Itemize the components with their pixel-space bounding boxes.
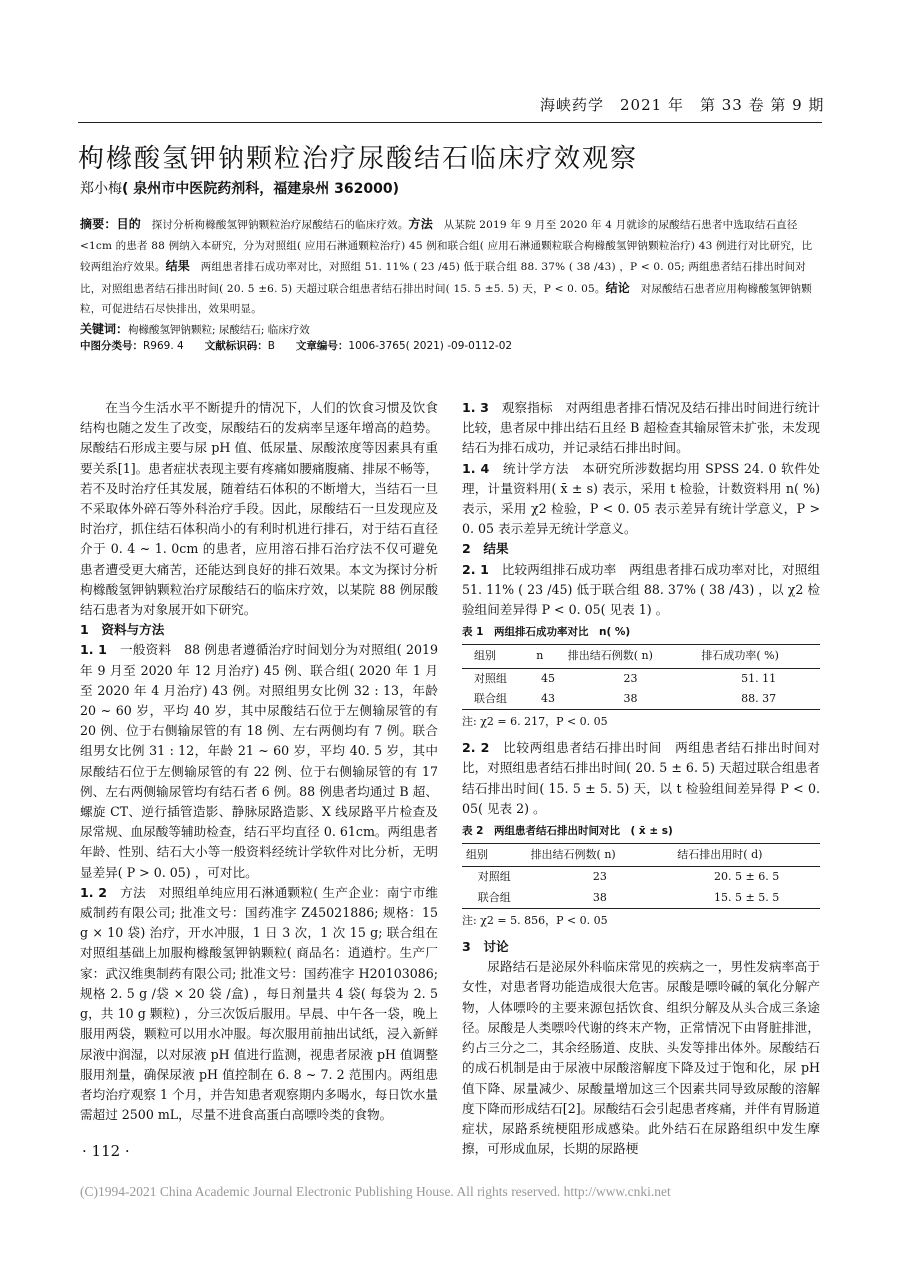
table-2-note: 注: χ2 = 5. 856，P < 0. 05 bbox=[462, 913, 608, 927]
table-row bbox=[462, 888, 820, 909]
table-cell: 51. 11 bbox=[741, 671, 777, 685]
table-row bbox=[462, 689, 820, 710]
table-row bbox=[462, 867, 820, 888]
table-header-cell: 排石成功率( %) bbox=[697, 645, 820, 668]
doc-code-label: 文献标识码： bbox=[204, 340, 268, 352]
table-cell: 对照组 bbox=[474, 671, 507, 685]
conclusion-label: 结论 bbox=[605, 280, 630, 295]
keywords-label: 关键词： bbox=[80, 322, 129, 336]
section-2-1 bbox=[462, 560, 820, 621]
article-title: 枸橼酸氢钾钠颗粒治疗尿酸结石临床疗效观察 bbox=[78, 144, 639, 174]
table-cell: 88. 37 bbox=[697, 689, 820, 710]
table-cell: 38 bbox=[527, 888, 674, 909]
table-header-cell: 组别 bbox=[462, 844, 527, 867]
section-1-1-title: 一般资料 bbox=[120, 642, 172, 658]
table-header-cell: 组别 bbox=[462, 645, 532, 668]
doc-code-value: B bbox=[267, 340, 275, 352]
table-header-cell: 排出结石例数( n) bbox=[564, 645, 698, 668]
section-2-1-label: 2. 1 bbox=[462, 561, 489, 577]
section-1-1 bbox=[80, 640, 438, 882]
section-1-2 bbox=[80, 883, 438, 1125]
result-label: 结果 bbox=[165, 259, 191, 273]
section-1-1-label: 1. 1 bbox=[80, 642, 107, 658]
table-cell: 38 bbox=[564, 689, 698, 710]
section-2-heading: 2 结果 bbox=[462, 541, 509, 557]
discussion-paragraph: 尿路结石是泌尿外科临床常见的疾病之一，男性发病率高于女性，对患者肾功能造成很大危害。尿酸是嘌呤碱的氧化分解产物，人体嘌呤的主要来源包括饮食、组织分解及从头合成三条途径。尿酸是人类嘌呤代谢的终末产物，正常情况下由肾脏排泄，约占三分之二，其余经肠道、皮肤、头发等排出体外。尿酸结石的成石机制是由于尿液中尿酸溶解度下降及过于饱和化，尿 pH 值下降、尿量减少、尿酸量增加这三个因素共同导致尿酸的溶解度下降而形成结石[2]。尿酸结石会引起患者疼痛，并伴有胃肠道症状，尿路系统梗阻形成感染。此外结石在尿路组织中发生摩擦，可形成血尿，长期的尿路梗 bbox=[462, 959, 820, 1157]
copyright-footer: (C)1994-2021 China Academic Journal Electronic Publishing House. All rights reserved. http://www.cnki.net bbox=[80, 1184, 671, 1199]
author-line bbox=[80, 178, 399, 198]
table-cell: 对照组 bbox=[477, 870, 511, 884]
article-no-label: 文章编号： bbox=[295, 340, 349, 352]
table-1-title: 两组排石成功率对比 n( %) bbox=[493, 626, 631, 639]
section-1-2-title: 方法 bbox=[120, 884, 146, 900]
classification-line bbox=[80, 338, 822, 353]
author-affiliation: ( 泉州市中医院药剂科，福建泉州 362000) bbox=[122, 181, 399, 197]
section-1-3-label: 1. 3 bbox=[462, 400, 489, 415]
table-header-row bbox=[462, 645, 820, 668]
section-2-2-text: 两组患者结石排出时间对比，对照组患者结石排出时间( 20. 5 ± 6. 5) 天超过联合组患者结石排出时间( 15. 5 ± 5. 5) 天，以 t 检验组间差异得 P < 0. 05( 见表 2) 。 bbox=[462, 740, 820, 816]
section-2-2 bbox=[462, 738, 820, 819]
table-cell: 联合组 bbox=[462, 689, 532, 710]
section-1-4-label: 1. 4 bbox=[462, 460, 490, 476]
method-label: 方法 bbox=[408, 217, 433, 231]
keywords bbox=[80, 320, 822, 337]
table-cell: 20. 5 ± 6. 5 bbox=[714, 870, 780, 884]
table-1-caption bbox=[462, 622, 820, 642]
article-no-value: 1006-3765( 2021) -09-0112-02 bbox=[348, 340, 513, 352]
clc-label: 中图分类号： bbox=[80, 340, 143, 352]
section-1-4 bbox=[462, 459, 820, 540]
table-cell: 45 bbox=[541, 671, 555, 685]
table-row bbox=[462, 668, 820, 689]
section-1-2-label: 1. 2 bbox=[80, 884, 107, 900]
intro-paragraph: 在当今生活水平不断提升的情况下，人们的饮食习惯及饮食结构也随之发生了改变，尿酸结石的发病率呈逐年增高的趋势。尿酸结石形成主要与尿 pH 值、低尿量、尿酸浓度等因素具有重要关系[1]。患者症状表现主要有疼痛如腰痛腹痛、排尿不畅等，若不及时治疗任其发展，随着结石体积的不断增大，当结石一旦不采取体外碎石等外科治疗手段。因此，尿酸结石一旦发现应及时治疗，抓住结石体积尚小的有利时机进行排石，对于结石直径介于 0. 4 ~ 1. 0cm 的患者，应用溶石排石治疗法不仅可避免患者遭受更大痛苦，还能达到良好的排石效果。本文为探讨分析枸橼酸氢钾钠颗粒治疗尿酸结石的临床疗效，以某院 88 例尿酸结石患者为对象展开如下研究。 bbox=[80, 400, 438, 618]
table-2-title: 两组患者结石排出时间对比 ( x̄ ± s) bbox=[493, 825, 673, 838]
section-1-3-title: 观察指标 bbox=[501, 400, 553, 415]
method-text: 从某院 2019 年 9 月至 2020 年 4 月就诊的尿酸结石患者中选取结石直径 <1cm 的患者 88 例纳入本研究，分为对照组( 应用石淋通颗粒治疗) 45 例和联合组( 应用石淋通颗粒联合枸橼酸氢钾钠颗粒治疗) 43 例进行对比研究，比较两组治疗效果。 bbox=[80, 219, 813, 273]
abstract bbox=[80, 214, 822, 320]
table-header-row bbox=[462, 844, 820, 867]
header-rule bbox=[78, 122, 822, 123]
section-1-1-text: 88 例患者遵循治疗时间划分为对照组( 2019 年 9 月至 2020 年 12 月治疗) 45 例、联合组( 2020 年 1 月至 2020 年 4 月治疗) 43 例。对照组男女比例 32 : 13，年龄 20 ~ 60 岁，平均 40 岁，其中尿酸结石位于左侧输尿管的有 20 例、位于右侧输尿管的有 18 例、左右两侧均有 7 例。联合组男女比例 31 : 12，年龄 21 ~ 60 岁，平均 40. 5 岁，其中尿酸结石位于左侧输尿管的有 22 例、位于右侧输尿管的有 17 例、左右两侧输尿管均有结石者 6 例。88 例患者均通过 B 超、螺旋 CT、逆行插管造影、静脉尿路造影、X 线尿路平片检查及尿常规、血尿酸等辅助检查，结石平均直径 0. 61cm。两组患者年龄、性别、结石大小等一般资料经统计学软件对比分析，无明显差异( P > 0. 05) ，可对比。 bbox=[80, 642, 439, 880]
page-number: · 112 · bbox=[82, 1142, 130, 1160]
section-1-3 bbox=[462, 398, 820, 459]
conclusion-text: 对尿酸结石患者应用枸橼酸氢钾钠颗粒，可促进结石尽快排出，效果明显。 bbox=[80, 282, 812, 315]
table-2-caption bbox=[462, 821, 820, 841]
abstract-label: 摘要： bbox=[80, 217, 117, 231]
table-2-label: 表 2 bbox=[462, 825, 484, 838]
section-2-2-label: 2. 2 bbox=[462, 740, 490, 756]
section-3-heading: 3 讨论 bbox=[462, 939, 509, 955]
table-2 bbox=[462, 843, 820, 909]
table-1 bbox=[462, 644, 820, 710]
keywords-text: 枸橼酸氢钾钠颗粒; 尿酸结石; 临床疗效 bbox=[128, 324, 310, 336]
table-cell: 15. 5 ± 5. 5 bbox=[673, 888, 820, 909]
table-cell: 43 bbox=[532, 689, 564, 710]
section-1-4-title: 统计学方法 bbox=[503, 460, 569, 476]
section-2-1-title: 比较两组排石成功率 bbox=[501, 561, 617, 577]
section-2-2-title: 比较两组患者结石排出时间 bbox=[503, 740, 662, 756]
section-2-1-text: 两组患者排石成功率对比，对照组 51. 11% ( 23 /45) 低于联合组 88. 37% ( 38 /43) ，以 χ2 检验组间差异得 P < 0. 05( 见表 1) 。 bbox=[462, 561, 821, 618]
table-cell: 23 bbox=[592, 870, 607, 884]
table-1-label: 表 1 bbox=[462, 626, 484, 639]
section-1-4-text: 本研究所涉数据均用 SPSS 24. 0 软件处理，计量资料用( x̄ ± s) 表示，采用 t 检验，计数资料用 n( %) 表示，采用 χ2 检验，P < 0. 05 表示差异有统计学意义，P > 0. 05 表示差异无统计学意义。 bbox=[462, 460, 821, 537]
section-1-2-text: 对照组单纯应用石淋通颗粒( 生产企业：南宁市维威制药有限公司; 批准文号：国药准字 Z45021886; 规格：15 g × 10 袋) 治疗，开水冲服，1 日 3 次，1 次 15 g; 联合组在对照组基础上加服枸橼酸氢钾钠颗粒( 商品名：逍遒柠。生产厂家：武汉维奥制药有限公司; 批准文号：国药准字 H20103086; 规格 2. 5 g /袋 × 20 袋 /盒) ，每日剂量共 4 袋( 每袋为 2. 5 g，共 10 g 颗粒) ，分三次饭后服用。早晨、中午各一袋，晚上服用两袋，颗粒可以用水冲服。每次服用前抽出试纸，浸入新鲜尿液中润湿，以对尿液 pH 值进行监测，视患者尿液 pH 值调整服用剂量，确保尿液 pH 值控制在 6. 8 ~ 7. 2 范围内。两组患者均治疗观察 1 个月，并告知患者观察期内多喝水，每日饮水量需超过 2500 mL，尽量不进食高蛋白高嘌呤类的食物。 bbox=[80, 884, 439, 1123]
clc-value: R969. 4 bbox=[143, 340, 184, 352]
section-1-heading: 1 资料与方法 bbox=[80, 622, 165, 638]
left-column bbox=[80, 398, 438, 1125]
section-1-3-text: 对两组患者排石情况及结石排出时间进行统计比较，患者尿中排出结石且经 B 超检查其输尿管未扩张，未发现结石为排石成功，并记录结石排出时间。 bbox=[462, 400, 821, 456]
table-header-cell: n bbox=[532, 645, 564, 668]
right-column bbox=[462, 398, 820, 1159]
objective-text: 探讨分析枸橼酸氢钾钠颗粒治疗尿酸结石的临床疗效。 bbox=[151, 219, 409, 231]
table-1-note: 注: χ2 = 6. 217，P < 0. 05 bbox=[462, 715, 608, 729]
objective-label: 目的 bbox=[116, 217, 142, 231]
author-name: 郑小梅 bbox=[80, 181, 122, 197]
journal-header: 海峡药学 2021 年 第 33 卷 第 9 期 bbox=[540, 96, 825, 114]
table-cell: 联合组 bbox=[462, 888, 527, 909]
table-header-cell: 结石排出用时( d) bbox=[673, 844, 820, 867]
result-text: 两组患者排石成功率对比，对照组 51. 11% ( 23 /45) 低于联合组 88. 37% ( 38 /43) ，P < 0. 05; 两组患者结石排出时间对比，对照组患者结石排出时间( 20. 5 ±6. 5) 天超过联合组患者结石排出时间( 15. 5 ±5. 5) 天，P < 0. 05。 bbox=[80, 261, 807, 295]
table-header-cell: 排出结石例数( n) bbox=[527, 844, 674, 867]
table-cell: 23 bbox=[623, 671, 638, 685]
